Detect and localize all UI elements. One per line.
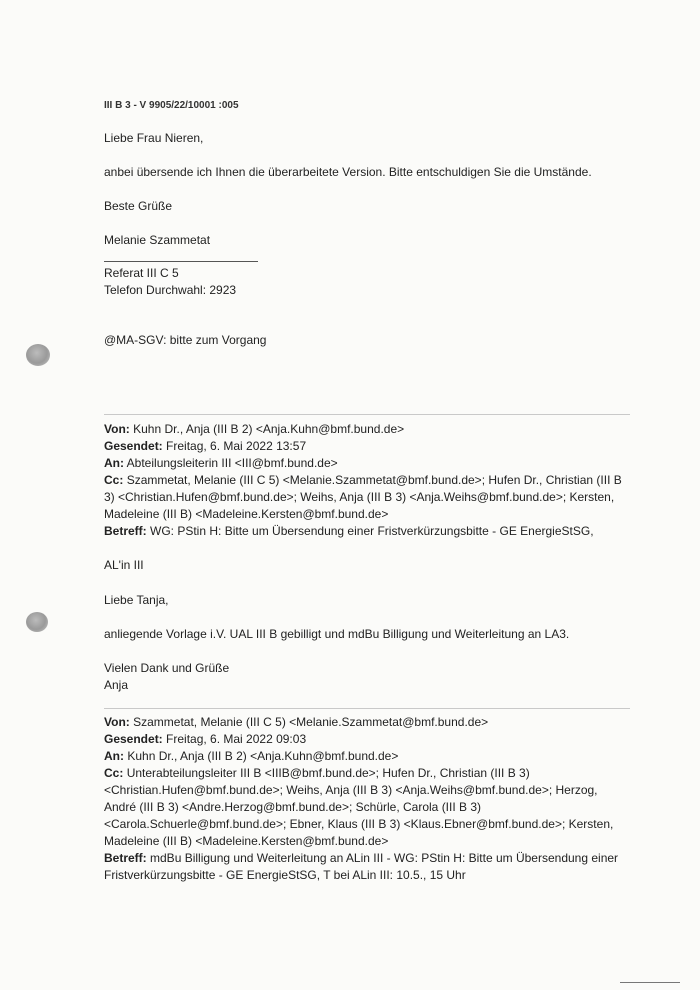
mail2-to xyxy=(104,748,398,765)
mail2-cc-line: <Christian.Hufen@bmf.bund.de>; Weihs, Anja (III B 3) <Anja.Weihs@bmf.bund.de>; Herzog, xyxy=(104,783,598,797)
mail2-sent-label: Gesendet: xyxy=(104,732,163,746)
salutation: Liebe Frau Nieren, xyxy=(104,131,204,145)
mail1-subject-label: Betreff: xyxy=(104,524,147,538)
signature-divider xyxy=(104,261,258,262)
mail2-sent-value: Freitag, 6. Mai 2022 09:03 xyxy=(166,732,307,746)
mail2-subject xyxy=(104,850,618,867)
mail1-sent-label: Gesendet: xyxy=(104,439,163,453)
signature-phone: Telefon Durchwahl: 2923 xyxy=(104,283,237,297)
mail1-closing: Vielen Dank und Grüße xyxy=(104,661,230,675)
mail2-to-value: Kuhn Dr., Anja (III B 2) <Anja.Kuhn@bmf.bund.de> xyxy=(127,749,399,763)
mail2-subject-continued: Fristverkürzungsbitte - GE EnergieStSG, T bei ALin III: 10.5., 15 Uhr xyxy=(104,868,466,882)
signature-department: Referat III C 5 xyxy=(104,266,179,280)
mail1-salutation: Liebe Tanja, xyxy=(104,593,169,607)
mail1-addressee: AL'in III xyxy=(104,558,144,572)
mail2-to-label: An: xyxy=(104,749,124,763)
mail1-subject-value: WG: PStin H: Bitte um Übersendung einer Fristverkürzungsbitte - GE EnergieStSG, xyxy=(150,524,594,538)
mail1-cc-line: Madeleine (III B) <Madeleine.Kersten@bmf.bund.de> xyxy=(104,507,389,521)
mail1-cc-line: Szammetat, Melanie (III C 5) <Melanie.Szammetat@bmf.bund.de>; Hufen Dr., Christian (III B xyxy=(126,473,622,487)
mail1-to xyxy=(104,455,338,472)
mail2-subject-value: mdBu Billigung und Weiterleitung an ALin III - WG: PStin H: Bitte um Übersendung einer xyxy=(150,851,619,865)
punch-hole-top xyxy=(26,344,50,366)
signature-name: Melanie Szammetat xyxy=(104,233,211,247)
mail2-cc-line: André (III B 3) <Andre.Herzog@bmf.bund.de>; Schürle, Carola (III B 3) xyxy=(104,800,482,814)
message-body: anbei übersende ich Ihnen die überarbeitete Version. Bitte entschuldigen Sie die Umstände. xyxy=(104,165,592,179)
mail2-cc-line: Unterabteilungsleiter III B <IIIB@bmf.bund.de>; Hufen Dr., Christian (III B 3) xyxy=(126,766,530,780)
reference-number: III B 3 - V 9905/22/10001 :005 xyxy=(104,100,239,111)
mail2-sent xyxy=(104,731,306,748)
mail2-subject-label: Betreff: xyxy=(104,851,147,865)
mail1-separator xyxy=(104,414,630,415)
ma-note: @MA-SGV: bitte zum Vorgang xyxy=(104,333,267,347)
mail1-to-value: Abteilungsleiterin III <III@bmf.bund.de> xyxy=(126,456,338,470)
mail1-cc-line: 3) <Christian.Hufen@bmf.bund.de>; Weihs, Anja (III B 3) <Anja.Weihs@bmf.bund.de>; Kersten, xyxy=(104,490,615,504)
closing: Beste Grüße xyxy=(104,199,173,213)
mail2-cc-line: Madeleine (III B) <Madeleine.Kersten@bmf.bund.de> xyxy=(104,834,389,848)
scan-artifact-line xyxy=(620,982,680,983)
mail1-from-label: Von: xyxy=(104,422,130,436)
mail1-sent xyxy=(104,438,306,455)
mail2-from-label: Von: xyxy=(104,715,130,729)
mail2-from xyxy=(104,714,488,731)
mail1-body: anliegende Vorlage i.V. UAL III B gebilligt und mdBu Billigung und Weiterleitung an LA3. xyxy=(104,627,570,641)
mail1-signoff: Anja xyxy=(104,678,129,692)
mail1-sent-value: Freitag, 6. Mai 2022 13:57 xyxy=(166,439,307,453)
mail2-from-value: Szammetat, Melanie (III C 5) <Melanie.Szammetat@bmf.bund.de> xyxy=(133,715,489,729)
punch-hole-bottom xyxy=(26,612,48,632)
mail1-subject xyxy=(104,523,594,540)
mail2-separator xyxy=(104,708,630,709)
mail1-from xyxy=(104,421,404,438)
mail1-from-value: Kuhn Dr., Anja (III B 2) <Anja.Kuhn@bmf.bund.de> xyxy=(133,422,405,436)
mail1-cc-label: Cc: xyxy=(104,473,124,487)
mail1-to-label: An: xyxy=(104,456,124,470)
mail2-cc-label: Cc: xyxy=(104,766,124,780)
mail2-cc xyxy=(104,765,530,782)
mail2-cc-line: <Carola.Schuerle@bmf.bund.de>; Ebner, Klaus (III B 3) <Klaus.Ebner@bmf.bund.de>; Kersten, xyxy=(104,817,614,831)
mail1-cc xyxy=(104,472,622,489)
